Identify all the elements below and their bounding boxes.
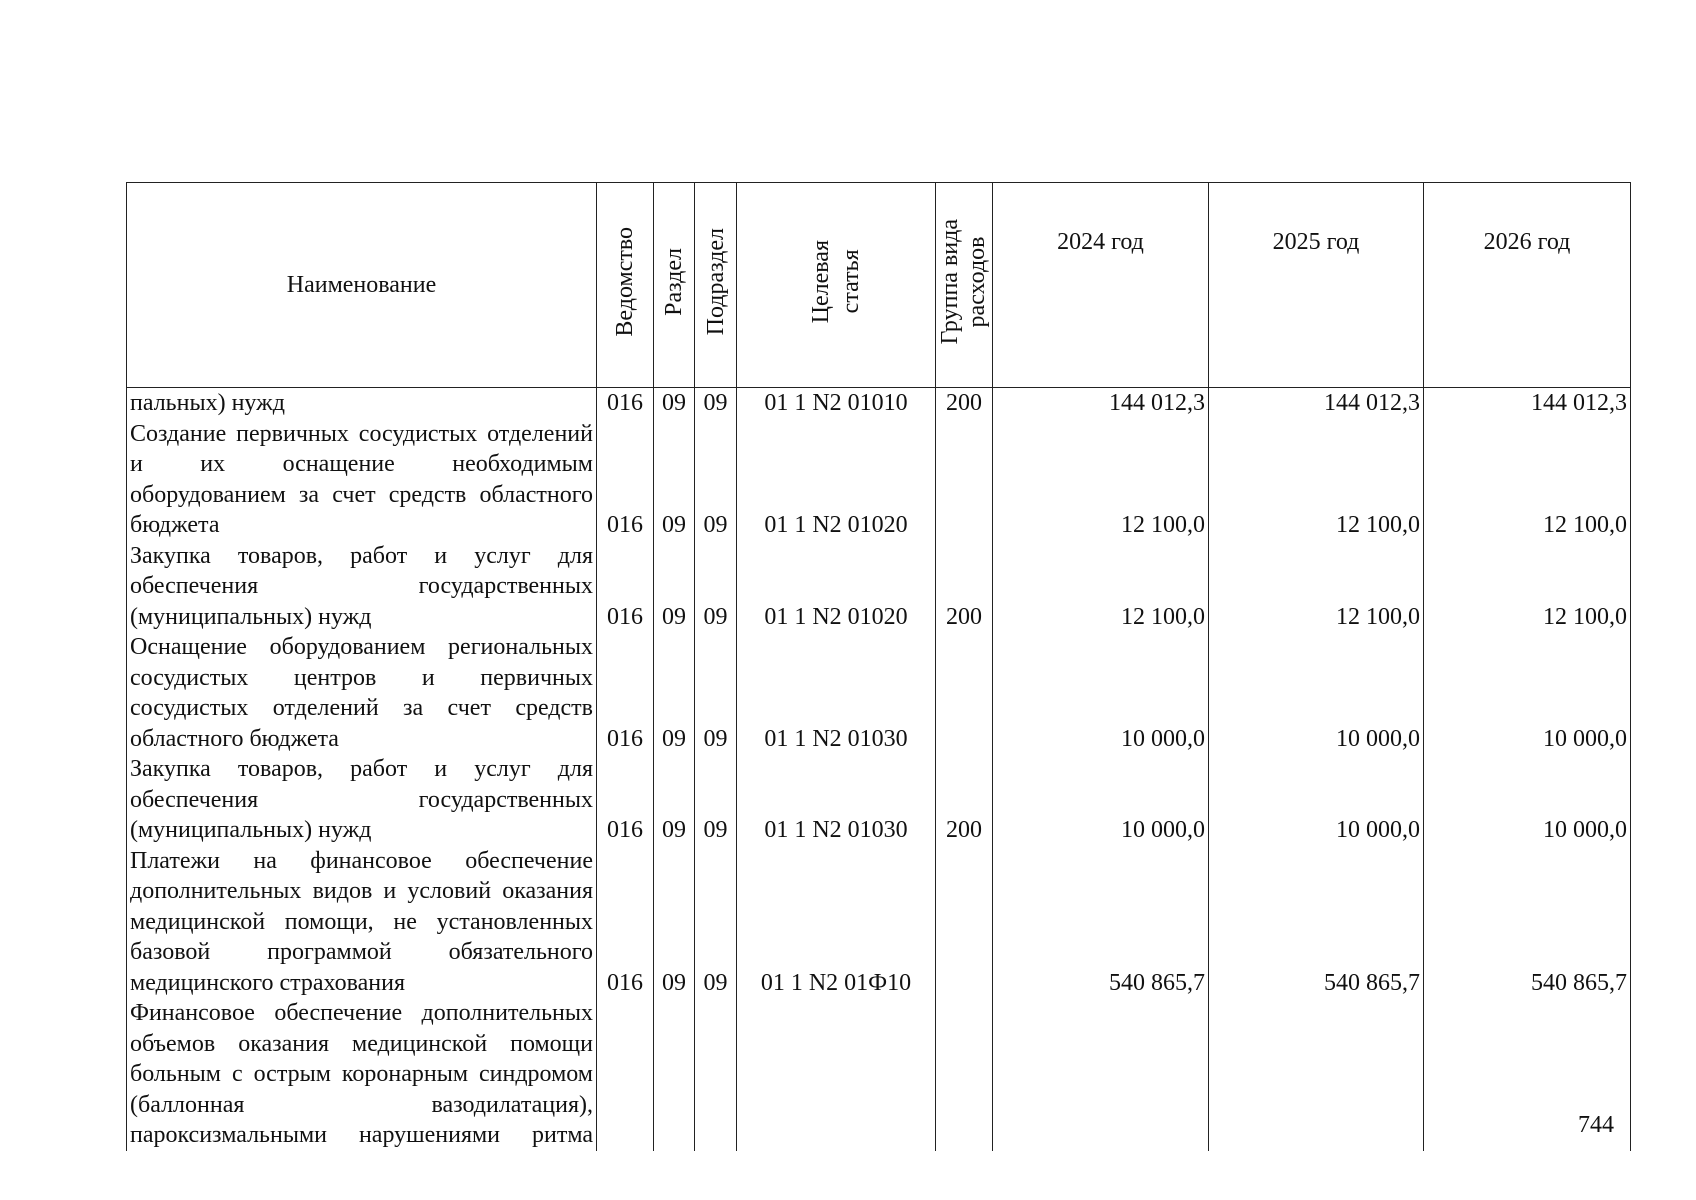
row-name: Оснащение оборудованием региональных сосудистых центров и первичных сосудистых отделений за счет средств областного бюджета — [127, 632, 597, 754]
table-row — [127, 541, 1631, 633]
row-podrazdel: 09 — [695, 632, 737, 754]
row-2026: 12 100,0 — [1424, 541, 1631, 633]
row-podrazdel — [695, 998, 737, 1151]
row-2025 — [1209, 998, 1424, 1151]
row-2025: 12 100,0 — [1209, 419, 1424, 541]
row-ved: 016 — [597, 388, 654, 419]
row-ved: 016 — [597, 754, 654, 846]
row-group — [936, 846, 993, 999]
header-row — [127, 183, 1631, 388]
row-razdel: 09 — [654, 632, 695, 754]
row-name: Закупка товаров, работ и услуг для обеспечения государственных (муниципальных) нужд — [127, 754, 597, 846]
row-2025: 10 000,0 — [1209, 754, 1424, 846]
row-name: Закупка товаров, работ и услуг для обеспечения государственных (муниципальных) нужд — [127, 541, 597, 633]
row-razdel — [654, 998, 695, 1151]
row-razdel: 09 — [654, 846, 695, 999]
row-name: Создание первичных сосудистых отделений и их оснащение необходимым оборудованием за счет средств областного бюджета — [127, 419, 597, 541]
row-2026: 10 000,0 — [1424, 754, 1631, 846]
row-ved — [597, 998, 654, 1151]
header-podrazdel: Подраздел — [695, 183, 737, 388]
header-vedomstvo: Ведомство — [597, 183, 654, 388]
row-razdel: 09 — [654, 541, 695, 633]
row-ved: 016 — [597, 632, 654, 754]
row-ved: 016 — [597, 541, 654, 633]
row-2024: 10 000,0 — [993, 632, 1209, 754]
row-razdel: 09 — [654, 388, 695, 419]
table-row — [127, 754, 1631, 846]
row-podrazdel: 09 — [695, 419, 737, 541]
row-ved: 016 — [597, 846, 654, 999]
row-2024: 12 100,0 — [993, 541, 1209, 633]
row-group — [936, 998, 993, 1151]
row-2025: 12 100,0 — [1209, 541, 1424, 633]
row-group — [936, 632, 993, 754]
row-podrazdel: 09 — [695, 388, 737, 419]
row-article: 01 1 N2 01Ф10 — [737, 846, 936, 999]
table-row — [127, 846, 1631, 999]
row-2025: 10 000,0 — [1209, 632, 1424, 754]
row-2025: 540 865,7 — [1209, 846, 1424, 999]
row-group: 200 — [936, 388, 993, 419]
row-article — [737, 998, 936, 1151]
row-podrazdel: 09 — [695, 541, 737, 633]
row-2024: 540 865,7 — [993, 846, 1209, 999]
row-name: Платежи на финансовое обеспечение дополнительных видов и условий оказания медицинской помощи, не установленных базовой программой обязательного медицинского страхования — [127, 846, 597, 999]
table-row — [127, 388, 1631, 419]
table-row — [127, 632, 1631, 754]
row-group — [936, 419, 993, 541]
row-group: 200 — [936, 754, 993, 846]
page-number: 744 — [1578, 1112, 1614, 1138]
row-group: 200 — [936, 541, 993, 633]
row-2026: 12 100,0 — [1424, 419, 1631, 541]
row-2026: 10 000,0 — [1424, 632, 1631, 754]
row-article: 01 1 N2 01020 — [737, 419, 936, 541]
header-target-article: Целевая статья — [737, 183, 936, 388]
row-2024: 144 012,3 — [993, 388, 1209, 419]
header-razdel: Раздел — [654, 183, 695, 388]
row-2024: 10 000,0 — [993, 754, 1209, 846]
row-2025: 144 012,3 — [1209, 388, 1424, 419]
row-2026: 540 865,7 — [1424, 846, 1631, 999]
row-2026: 144 012,3 — [1424, 388, 1631, 419]
header-2026: 2026 год — [1424, 183, 1631, 388]
row-razdel: 09 — [654, 419, 695, 541]
row-2024: 12 100,0 — [993, 419, 1209, 541]
row-razdel: 09 — [654, 754, 695, 846]
row-podrazdel: 09 — [695, 754, 737, 846]
header-name: Наименование — [127, 183, 597, 388]
row-article: 01 1 N2 01030 — [737, 754, 936, 846]
header-2024: 2024 год — [993, 183, 1209, 388]
table-row — [127, 998, 1631, 1151]
row-podrazdel: 09 — [695, 846, 737, 999]
row-name: Финансовое обеспечение дополнительных объемов оказания медицинской помощи больным с острым коронарным синдромом (баллонная вазодилатация), пароксизмальными нарушениями ритма — [127, 998, 597, 1151]
row-article: 01 1 N2 01010 — [737, 388, 936, 419]
row-article: 01 1 N2 01020 — [737, 541, 936, 633]
header-expense-group: Группа вида расходов — [936, 183, 993, 388]
header-2025: 2025 год — [1209, 183, 1424, 388]
row-ved: 016 — [597, 419, 654, 541]
budget-table — [126, 182, 1631, 1151]
row-article: 01 1 N2 01030 — [737, 632, 936, 754]
row-2024 — [993, 998, 1209, 1151]
row-name: пальных) нужд — [127, 388, 597, 419]
table-row — [127, 419, 1631, 541]
